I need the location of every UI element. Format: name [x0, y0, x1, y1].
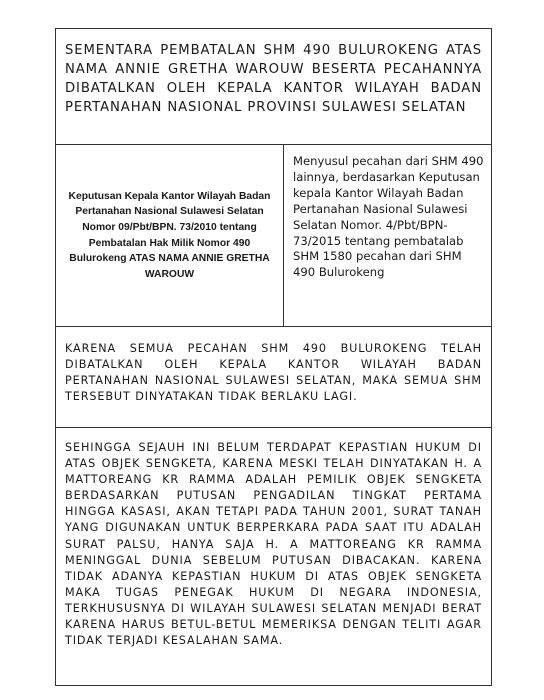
legal-uncertainty-text: SEHINGGA SEJAUH INI BELUM TERDAPAT KEPASTIAN HUKUM DI ATAS OBJEK SENGKETA, KARENA MESKI TELAH DINYATAKAN H. A MATTOREANG KR RAMMA ADALAH PEMILIK OBJEK SENGKETA BERDASARKAN PUTUSAN PENGADILAN TINGKAT PERTAMA HINGGA KASASI, AKAN TETAPI PADA TAHUN 2001, SURAT TANAH YANG DIGUNAKAN UNTUK BERPERKARA PADA SAAT ITU ADALAH SURAT PALSU, HANYA SAJA H. A MATTOREANG KR RAMMA MENINGGAL DUNIA SEBELUM PUTUSAN DIBACAKAN. KARENA TIDAK ADANYA KEPASTIAN HUKUM DI ATAS OBJEK SENGKETA MAKA TUGAS PENEGAK HUKUM DI NEGARA INDONESIA, TERKHUSUSNYA DI WILAYAH SULAWESI SELATAN MENJADI BERAT KARENA HARUS BETUL-BETUL MEMERIKSA DENGAN TELITI AGAR TIDAK TERJADI KESALAHAN SAMA. [65, 441, 482, 648]
document-frame [55, 28, 492, 686]
section-legal-uncertainty [56, 428, 491, 687]
decree-right-cell [284, 145, 491, 326]
decree-2010-text: Keputusan Kepala Kantor Wilayah Badan Pertanahan Nasional Sulawesi Selatan Nomor 09/Pbt/BPN. 73/2010 tentang Pembatalan Hak Milik Nomor 490 Bulurokeng ATAS NAMA ANNIE GRETHA WAROUW [68, 190, 271, 280]
section-decrees [56, 145, 491, 327]
section-heading [56, 29, 491, 145]
section-conclusion [56, 327, 491, 428]
heading-text: SEMENTARA PEMBATALAN SHM 490 BULUROKENG ATAS NAMA ANNIE GRETHA WAROUW BESERTA PECAHANNYA DIBATALKAN OLEH KEPALA KANTOR WILAYAH BADAN PERTANAHAN NASIONAL PROVINSI SULAWESI SELATAN [65, 43, 482, 115]
decree-2015-text: Menyusul pecahan dari SHM 490 lainnya, berdasarkan Keputusan kepala Kantor Wilayah Badan Pertanahan Nasional Sulawesi Selatan Nomor. 4/Pbt/BPN-73/2015 tentang pembatalab SHM 1580 pecahan dari SHM 490 Bulurokeng [293, 154, 484, 280]
conclusion-text: KARENA SEMUA PECAHAN SHM 490 BULUROKENG TELAH DIBATALKAN OLEH KEPALA KANTOR WILAYAH BADAN PERTANAHAN NASIONAL SULAWESI SELATAN, MAKA SEMUA SHM TERSEBUT DINYATAKAN TIDAK BERLAKU LAGI. [65, 342, 482, 403]
decree-left-cell [56, 145, 284, 326]
